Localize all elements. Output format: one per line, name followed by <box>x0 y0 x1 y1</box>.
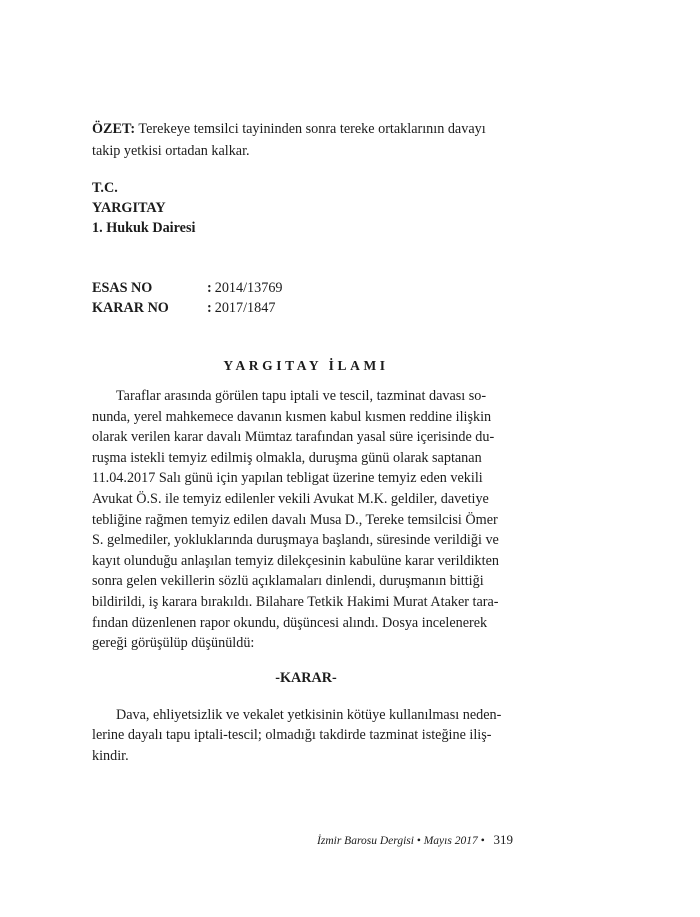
summary-line-1: Terekeye temsilci tayininden sonra tereke ortaklarının davayı <box>138 121 486 137</box>
dava-paragraph <box>92 705 520 767</box>
document-page <box>92 118 520 767</box>
body-line: nunda, yerel mahkemece davanın kısmen kabul kısmen reddine ilişkin <box>92 408 492 425</box>
karar-value: 2017/1847 <box>214 300 276 316</box>
court-header <box>92 178 520 238</box>
summary-label: ÖZET: <box>92 121 136 137</box>
body-line: Taraflar arasında görülen tapu iptali ve tescil, tazminat davası so- <box>116 388 487 404</box>
body-line: 11.04.2017 Salı günü için yapılan tebligat üzerine temyiz eden vekili <box>92 470 483 487</box>
body-line: tebliğine rağmen temyiz edilen davalı Musa D., Tereke temsilcisi Ömer <box>92 511 498 528</box>
body-line: gereği görüşülüp düşünüldü: <box>92 635 255 652</box>
body-line: bildirildi, iş karara bırakıldı. Bilahare Tetkik Hakimi Murat Ataker tara- <box>92 593 499 610</box>
karar-label: KARAR NO <box>92 300 169 316</box>
court-chamber: 1. Hukuk Dairesi <box>92 220 196 236</box>
body-line: fından düzenlenen rapor okundu, düşüncesi alındı. Dosya incelenerek <box>92 614 488 631</box>
court-name: YARGITAY <box>92 200 166 216</box>
esas-row <box>92 278 520 298</box>
page-number: 319 <box>493 832 513 847</box>
esas-value: 2014/13769 <box>214 280 283 296</box>
summary-paragraph <box>92 118 532 162</box>
dava-line: Dava, ehliyetsizlik ve vekalet yetkisinin kötüye kullanılması neden- <box>116 706 502 723</box>
court-country: T.C. <box>92 180 118 196</box>
esas-colon: : <box>207 280 212 296</box>
esas-label: ESAS NO <box>92 280 153 296</box>
body-line: kayıt olunduğu anlaşılan temyiz dilekçesinin kabulüne karar verildikten <box>92 552 499 569</box>
page-footer <box>0 832 700 848</box>
body-line: S. gelmediler, yokluklarında duruşmaya başlandı, süresinde verildiği ve <box>92 532 499 549</box>
summary-line-2: takip yetkisi ortadan kalkar. <box>92 143 250 159</box>
body-paragraph <box>92 386 520 654</box>
karar-title: -KARAR- <box>275 669 337 686</box>
journal-name: İzmir Barosu Dergisi • Mayıs 2017 • <box>317 835 485 847</box>
body-line: sonra gelen vekillerin sözlü açıklamaları dinlendi, duruşmanın bittiği <box>92 573 484 590</box>
dava-line: lerine dayalı tapu iptali-tescil; olmadığı takdirde tazminat isteğine iliş- <box>92 727 492 744</box>
karar-colon: : <box>207 300 212 316</box>
body-line: Avukat Ö.S. ile temyiz edilenler vekili Avukat M.K. geldiler, davetiye <box>92 490 489 507</box>
body-line: olarak verilen karar davalı Mümtaz tarafından yasal süre içerisinde du- <box>92 429 495 446</box>
body-line: ruşma istekli temyiz edilmiş olmakla, duruşma günü olarak saptanan <box>92 449 482 466</box>
karar-row <box>92 298 520 318</box>
dava-line: kindir. <box>92 747 129 764</box>
case-numbers <box>92 278 520 318</box>
ilam-title: YARGITAY İLAMI <box>223 358 389 373</box>
